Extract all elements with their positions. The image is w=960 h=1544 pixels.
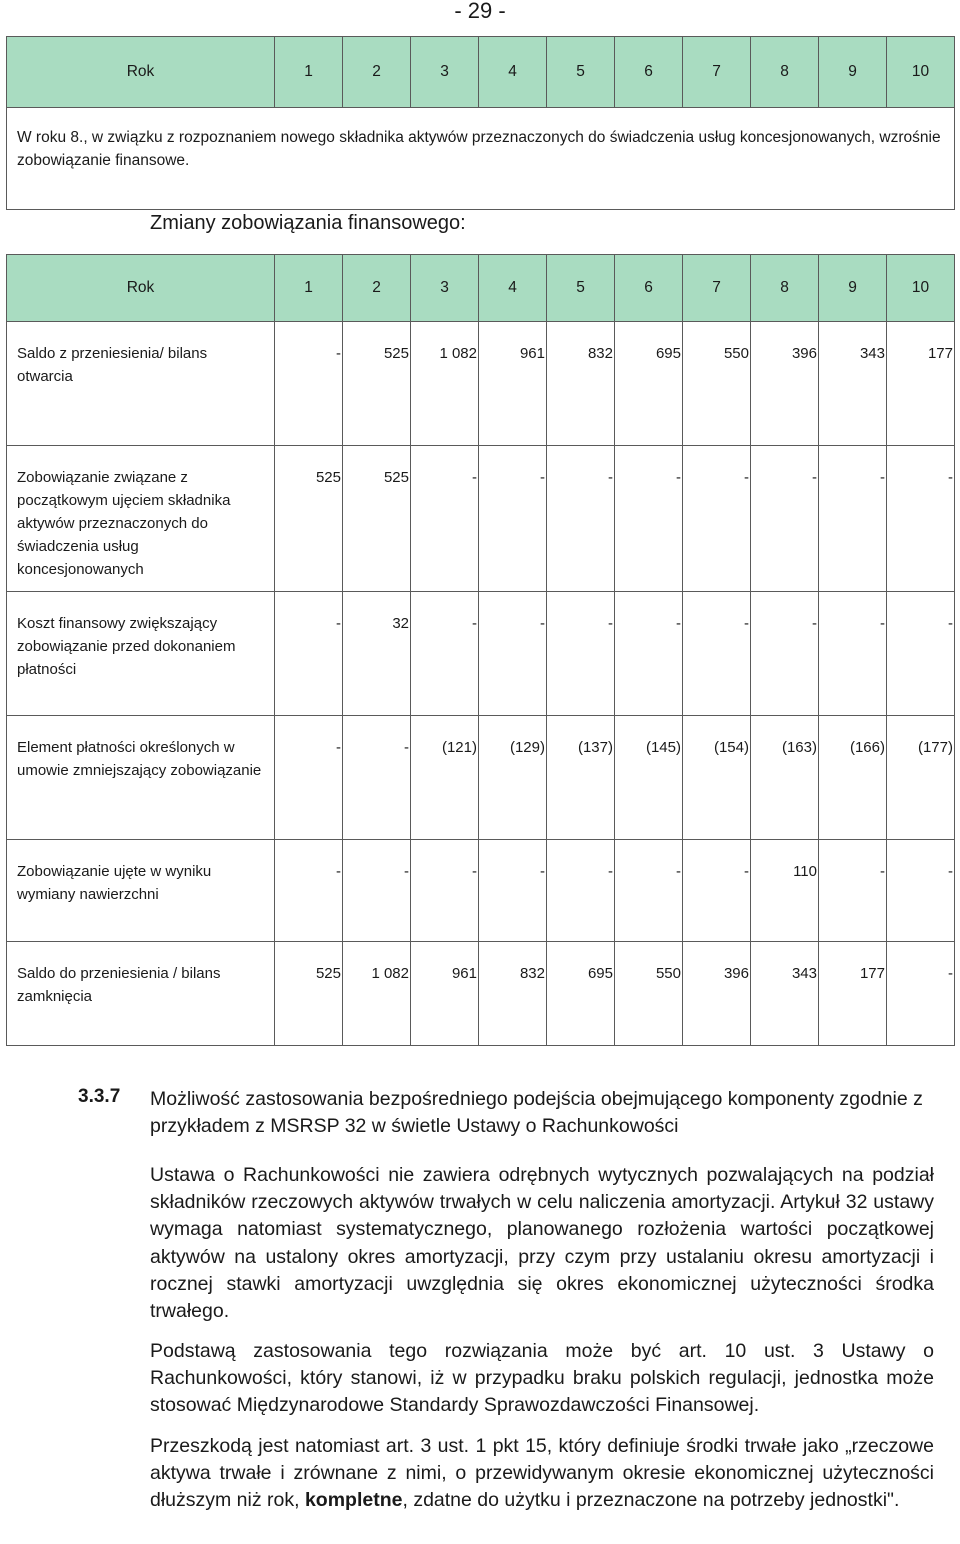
table-cell: -	[819, 446, 887, 592]
header-cell: 7	[683, 37, 751, 108]
header-cell: 10	[887, 255, 955, 322]
table-cell: -	[887, 942, 955, 1046]
header-cell: 4	[479, 37, 547, 108]
row-label: Zobowiązanie ujęte w wyniku wymiany nawierzchni	[7, 840, 275, 942]
table-cell: 525	[275, 942, 343, 1046]
table-cell: (129)	[479, 716, 547, 840]
header-cell: Rok	[7, 255, 275, 322]
table-cell: 32	[343, 592, 411, 716]
table-cell: -	[479, 840, 547, 942]
year-header-row	[7, 255, 955, 322]
table-row	[7, 592, 955, 716]
table-cell: 110	[751, 840, 819, 942]
table-cell: -	[547, 840, 615, 942]
header-cell: 9	[819, 37, 887, 108]
liability-changes-table	[6, 254, 955, 1046]
header-cell: 8	[751, 255, 819, 322]
header-cell: 6	[615, 37, 683, 108]
table-cell: -	[615, 446, 683, 592]
table-cell: 832	[479, 942, 547, 1046]
table-cell: 525	[343, 446, 411, 592]
table-cell: -	[819, 592, 887, 716]
table-cell: -	[547, 592, 615, 716]
paragraph: Ustawa o Rachunkowości nie zawiera odrębnych wytycznych pozwalających na podział składników rzeczowych aktywów trwałych w celu naliczenia amortyzacji. Artykuł 32 ustawy wymaga natomiast systematycznego, planowanego rozłożenia wartości początkowej aktywów na ustalony okres amortyzacji, przy czym przy ustalaniu okresu amortyzacji i rocznej stawki amortyzacji uwzględnia się okres ekonomicznej użyteczności środka trwałego.	[150, 1164, 934, 1323]
table-cell: 695	[615, 322, 683, 446]
table-cell: -	[683, 840, 751, 942]
table-cell: -	[887, 840, 955, 942]
paragraph: Podstawą zastosowania tego rozwiązania może być art. 10 ust. 3 Ustawy o Rachunkowości, który stanowi, iż w przypadku braku polskich regulacji, jednostka może stosować Międzynarodowe Standardy Sprawozdawczości Finansowej.	[150, 1340, 934, 1417]
table-cell: 343	[751, 942, 819, 1046]
header-cell: 10	[887, 37, 955, 108]
row-label: Saldo z przeniesienia/ bilans otwarcia	[7, 322, 275, 446]
table-title: Zmiany zobowiązania finansowego:	[150, 212, 466, 234]
table-cell: 961	[479, 322, 547, 446]
table-cell: 550	[683, 322, 751, 446]
row-label: Koszt finansowy zwiększający zobowiązanie przed dokonaniem płatności	[7, 592, 275, 716]
table-cell: (137)	[547, 716, 615, 840]
year-header-table	[6, 36, 955, 210]
table-cell: -	[547, 446, 615, 592]
paragraph-text: , zdatne do użytku i przeznaczone na potrzeby jednostki".	[402, 1489, 900, 1512]
header-cell: 3	[411, 255, 479, 322]
table-cell: -	[411, 840, 479, 942]
table-cell: -	[819, 840, 887, 942]
header-cell: 9	[819, 255, 887, 322]
header-cell: 7	[683, 255, 751, 322]
table-row	[7, 942, 955, 1046]
table-cell: -	[411, 446, 479, 592]
header-cell: 1	[275, 255, 343, 322]
table-cell: -	[275, 592, 343, 716]
table-cell: (163)	[751, 716, 819, 840]
row-label: Saldo do przeniesienia / bilans zamknięcia	[7, 942, 275, 1046]
table-cell: -	[751, 592, 819, 716]
table-cell: -	[683, 446, 751, 592]
table-cell: -	[751, 446, 819, 592]
table-row	[7, 716, 955, 840]
table-cell: 396	[683, 942, 751, 1046]
header-cell: 5	[547, 37, 615, 108]
table-cell: 177	[819, 942, 887, 1046]
table-cell: -	[479, 446, 547, 592]
table-cell: 961	[411, 942, 479, 1046]
page-number: - 29 -	[454, 0, 506, 23]
header-cell: 5	[547, 255, 615, 322]
table-cell: -	[683, 592, 751, 716]
table-cell: (166)	[819, 716, 887, 840]
table-cell: 832	[547, 322, 615, 446]
header-cell: 8	[751, 37, 819, 108]
table-cell: (177)	[887, 716, 955, 840]
section-number: 3.3.7	[78, 1086, 121, 1107]
table-cell: 343	[819, 322, 887, 446]
header-cell: 6	[615, 255, 683, 322]
table-cell: -	[887, 592, 955, 716]
table-cell: -	[343, 716, 411, 840]
table-cell: 396	[751, 322, 819, 446]
header-cell: Rok	[7, 37, 275, 108]
table-row	[7, 840, 955, 942]
table-cell: -	[887, 446, 955, 592]
table-cell: -	[275, 840, 343, 942]
table-cell: -	[479, 592, 547, 716]
table-row	[7, 446, 955, 592]
table-cell: (154)	[683, 716, 751, 840]
paragraph-text: Przeszkodą jest natomiast art. 3 ust. 1 pkt 15, który definiuje środki trwałe jako „rzeczowe aktywa trwałe i zrównane z nimi, o przewidywanym okresie ekonomicznej użyteczności dłuższym niż rok,	[150, 1435, 934, 1512]
table-cell: 525	[275, 446, 343, 592]
table-cell: -	[275, 716, 343, 840]
table-cell: -	[343, 840, 411, 942]
header-cell: 2	[343, 37, 411, 108]
section-title: Możliwość zastosowania bezpośredniego podejścia obejmującego komponenty zgodnie z przykładem z MSRSP 32 w świetle Ustawy o Rachunkowości	[150, 1088, 923, 1137]
header-cell: 3	[411, 37, 479, 108]
table-cell: 1 082	[411, 322, 479, 446]
table-cell: 695	[547, 942, 615, 1046]
header-cell: 2	[343, 255, 411, 322]
table-row	[7, 322, 955, 446]
table-cell: 525	[343, 322, 411, 446]
table-cell: 1 082	[343, 942, 411, 1046]
table-cell: -	[275, 322, 343, 446]
table-cell: -	[615, 592, 683, 716]
paragraph	[150, 1433, 934, 1515]
row-label: Element płatności określonych w umowie zmniejszający zobowiązanie	[7, 716, 275, 840]
table-cell: -	[411, 592, 479, 716]
table-cell: 177	[887, 322, 955, 446]
row-label: Zobowiązanie związane z początkowym ujęciem składnika aktywów przeznaczonych do świadczenia usług koncesjonowanych	[7, 446, 275, 592]
bold-term: kompletne	[304, 1489, 403, 1512]
table-cell: 550	[615, 942, 683, 1046]
table-cell: (145)	[615, 716, 683, 840]
header-cell: 1	[275, 37, 343, 108]
year-header-row	[7, 37, 955, 108]
note-row	[7, 108, 955, 210]
table-cell: -	[615, 840, 683, 942]
table-cell: (121)	[411, 716, 479, 840]
header-cell: 4	[479, 255, 547, 322]
table-note: W roku 8., w związku z rozpoznaniem nowego składnika aktywów przeznaczonych do świadczenia usług koncesjonowanych, wzrośnie zobowiązanie finansowe.	[7, 108, 955, 210]
